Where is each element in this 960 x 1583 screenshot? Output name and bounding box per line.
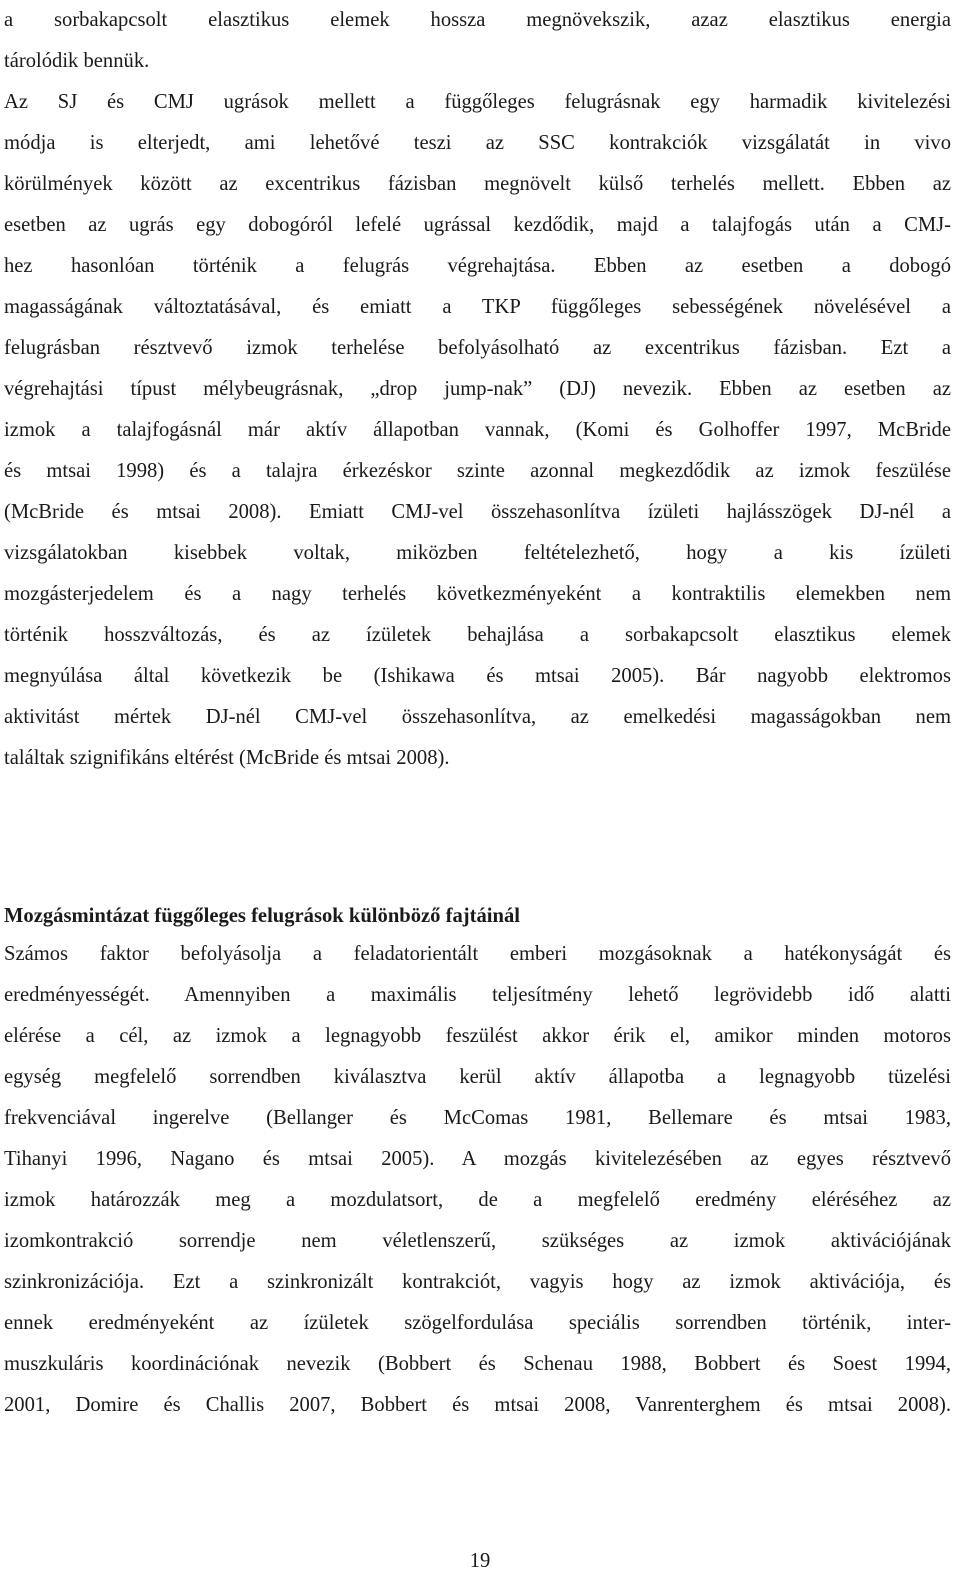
section-heading: Mozgásmintázat függőleges felugrások különböző fajtáinál — [4, 905, 520, 927]
paragraph-line: és mtsai 1998) és a talajra érkezéskor szinte azonnal megkezdődik az izmok feszülése — [4, 460, 951, 482]
paragraph-line: muszkuláris koordinációnak nevezik (Bobbert és Schenau 1988, Bobbert és Soest 1994, — [4, 1353, 951, 1375]
paragraph-line: módja is elterjedt, ami lehetővé teszi az SSC kontrakciók vizsgálatát in vivo — [4, 132, 951, 154]
paragraph-line: Tihanyi 1996, Nagano és mtsai 2005). A mozgás kivitelezésében az egyes résztvevő — [4, 1148, 951, 1170]
paragraph-line: frekvenciával ingerelve (Bellanger és McComas 1981, Bellemare és mtsai 1983, — [4, 1107, 951, 1129]
paragraph-line: aktivitást mértek DJ-nél CMJ-vel összehasonlítva, az emelkedési magasságokban nem — [4, 706, 951, 728]
paragraph-line: szinkronizációja. Ezt a szinkronizált kontrakciót, vagyis hogy az izmok aktivációja, és — [4, 1271, 951, 1293]
paragraph-line: végrehajtási típust mélybeugrásnak, „drop jump-nak” (DJ) nevezik. Ebben az esetben az — [4, 378, 951, 400]
paragraph-line: Számos faktor befolyásolja a feladatorientált emberi mozgásoknak a hatékonyságát és — [4, 943, 951, 965]
paragraph-line: felugrásban résztvevő izmok terhelése befolyásolható az excentrikus fázisban. Ezt a — [4, 337, 951, 359]
paragraph-line: találtak szignifikáns eltérést (McBride és mtsai 2008). — [4, 747, 450, 769]
paragraph-line: történik hosszváltozás, és az ízületek behajlása a sorbakapcsolt elasztikus elemek — [4, 624, 951, 646]
paragraph-line: magasságának változtatásával, és emiatt a TKP függőleges sebességének növelésével a — [4, 296, 951, 318]
paragraph-line: körülmények között az excentrikus fázisban megnövelt külső terhelés mellett. Ebben az — [4, 173, 951, 195]
body-text-bottom — [4, 934, 951, 1426]
paragraph-line: tárolódik bennük. — [4, 50, 150, 72]
paragraph-line: vizsgálatokban kisebbek voltak, miközben feltételezhető, hogy a kis ízületi — [4, 542, 951, 564]
body-text-top — [4, 0, 951, 779]
paragraph-line: 2001, Domire és Challis 2007, Bobbert és mtsai 2008, Vanrenterghem és mtsai 2008). — [4, 1394, 951, 1416]
paragraph-line: izmok határozzák meg a mozdulatsort, de a megfelelő eredmény eléréséhez az — [4, 1189, 951, 1211]
paragraph-line: ennek eredményeként az ízületek szögelfordulása speciális sorrendben történik, inter- — [4, 1312, 951, 1334]
page-number: 19 — [469, 1550, 491, 1572]
paragraph-line: hez hasonlóan történik a felugrás végrehajtása. Ebben az esetben a dobogó — [4, 255, 951, 277]
paragraph-line: elérése a cél, az izmok a legnagyobb feszülést akkor érik el, amikor minden motoros — [4, 1025, 951, 1047]
paragraph-line: esetben az ugrás egy dobogóról lefelé ugrással kezdődik, majd a talajfogás után a CMJ- — [4, 214, 951, 236]
paragraph-line: eredményességét. Amennyiben a maximális teljesítmény lehető legrövidebb idő alatti — [4, 984, 951, 1006]
paragraph-line: megnyúlása által következik be (Ishikawa és mtsai 2005). Bár nagyobb elektromos — [4, 665, 951, 687]
paragraph-line: izomkontrakció sorrendje nem véletlenszerű, szükséges az izmok aktivációjának — [4, 1230, 951, 1252]
paragraph-line: (McBride és mtsai 2008). Emiatt CMJ-vel összehasonlítva ízületi hajlásszögek DJ-nél a — [4, 501, 951, 523]
paragraph-line: Az SJ és CMJ ugrások mellett a függőleges felugrásnak egy harmadik kivitelezési — [4, 91, 951, 113]
paragraph-line: a sorbakapcsolt elasztikus elemek hossza megnövekszik, azaz elasztikus energia — [4, 9, 951, 31]
paragraph-line: izmok a talajfogásnál már aktív állapotban vannak, (Komi és Golhoffer 1997, McBride — [4, 419, 951, 441]
paragraph-line: mozgásterjedelem és a nagy terhelés következményeként a kontraktilis elemekben nem — [4, 583, 951, 605]
paragraph-line: egység megfelelő sorrendben kiválasztva kerül aktív állapotba a legnagyobb tüzelési — [4, 1066, 951, 1088]
